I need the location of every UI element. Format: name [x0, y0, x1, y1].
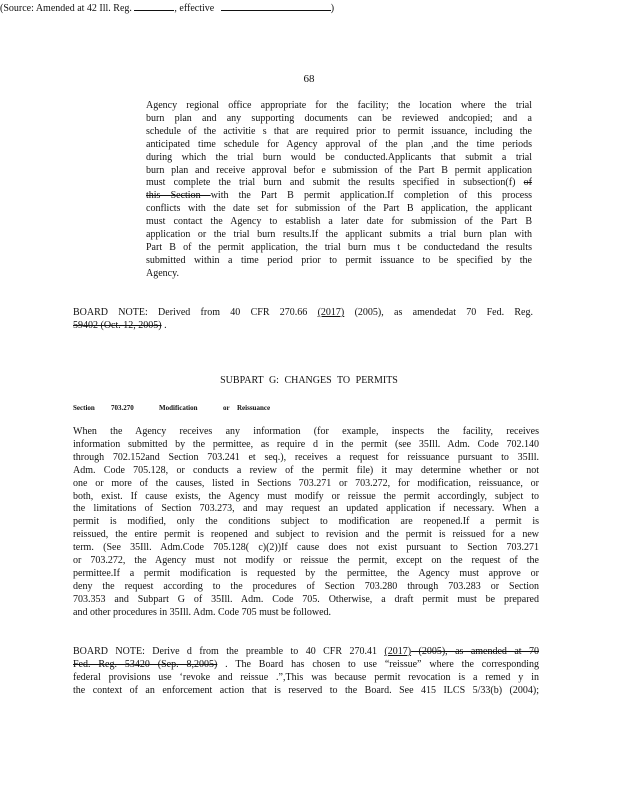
source-prefix: (Source: Amended at 42 Ill. Reg.	[0, 3, 132, 14]
text-line: deny the request according to the procedures of Section 703.280 through 703.283 or Section	[73, 580, 539, 592]
text-segment: BOARD NOTE: Derived from 40 CFR 270.66	[73, 307, 318, 318]
text-line: anticipated time schedule for Agency approval of the plan ,and the time periods	[146, 138, 532, 150]
page-number: 68	[303, 73, 315, 85]
inserted-text: (2017)	[384, 646, 412, 657]
text-line	[73, 320, 533, 333]
text-line: the context of an enforcement action that is reserved to the Board. See 415 ILCS 5/33(b) (2004);	[73, 684, 539, 696]
subpart-heading: SUBPART G: CHANGES TO PERMITS	[220, 375, 398, 386]
register-page-blank	[134, 0, 174, 11]
text-line: permittee.If a permit modification is requested by the permittee, the Agency must approve or	[73, 567, 539, 579]
text-line: must contact the Agency to establish a later date for submission of the Part B	[146, 216, 532, 228]
text-line	[146, 190, 532, 203]
source-line	[0, 0, 618, 14]
text-line: schedule of the activitie s that are required prior to permit issuance, including the	[146, 125, 532, 137]
source-suffix: )	[330, 3, 335, 14]
text-line: Agency regional office appropriate for the facility; the location where the trial	[146, 100, 532, 111]
text-line: both, exist. If cause exists, the Agency must modify or reissue the permit accordingly, subject to	[73, 490, 539, 502]
inserted-text: (2017)	[317, 307, 345, 318]
text-segment: must complete the trial burn and submit the results specified in subsection(f)	[146, 177, 516, 189]
text-segment: BOARD NOTE: Derive d from the preamble to 40 CFR 270.41	[73, 646, 385, 657]
text-line: submitted within a time period prior to permit issuance to be specified by the	[146, 254, 532, 266]
text-line: permit is modified, only the conditions subject to modification are reopened.If a permit is	[73, 516, 539, 528]
board-note-1	[73, 307, 533, 333]
struck-text: 59402 (Oct. 12, 2005)	[73, 319, 162, 331]
text-segment: . The Board has chosen to use “reissue” where the corresponding	[217, 658, 539, 670]
section-title-conjunction: or	[223, 404, 230, 412]
text-line: information submitted by the permittee, as require d in the permit (see 35Ill. Adm. Code 702.140	[73, 438, 539, 450]
board-note-2	[73, 646, 539, 698]
text-line: federal provisions use ‘revoke and reissue .”,This was because permit revocation is a remed y in	[73, 671, 539, 683]
text-line: reissued, the entire permit is reopened and subject to revision and the permit is reissued for a new	[73, 529, 539, 541]
section-number: 703.270	[111, 404, 134, 412]
text-line: the limitations of Section 703.273, and may request an updated application if necessary. When a	[73, 503, 539, 515]
text-line: burn plan and any supporting documents can be reviewed andcopied; and a	[146, 112, 532, 124]
text-line: Part B of the permit application, the trial burn mus t be conductedand the results	[146, 241, 532, 253]
text-line	[73, 659, 539, 672]
text-line	[146, 177, 532, 190]
text-line: 703.353 and Subpart G of 35Ill. Adm. Code 705. Otherwise, a draft permit must be prepared	[73, 593, 539, 605]
text-segment: .	[161, 319, 167, 331]
effective-date-blank	[221, 0, 331, 11]
text-line	[73, 646, 539, 659]
text-line: burn plan and receive approval befor e submission of the Part B permit application	[146, 164, 532, 176]
source-effective: , effective	[174, 3, 215, 14]
text-line: When the Agency receives any information (for example, inspects the facility, receives	[73, 426, 539, 437]
text-line: during which the trial burn would be conducted.Applicants that submit a trial	[146, 151, 532, 163]
text-line: or 703.272, the Agency must not modify or reissue the permit, except on the request of the	[73, 555, 539, 567]
text-line: and other procedures in 35Ill. Adm. Code 705 must be followed.	[73, 606, 332, 618]
text-segment: with the Part B permit application.If completion of this process	[210, 190, 532, 202]
struck-text: this Section	[146, 190, 211, 202]
text-line: Adm. Code 705.128, or conducts a review of the permit file) it may determine whether or not	[73, 464, 539, 476]
struck-text: (2005), as amended at 70	[411, 646, 539, 657]
indented-paragraph	[146, 100, 532, 281]
text-line: through 702.152and Section 703.241 et seq.), receives a request for reissuance pursuant to 35Ill.	[73, 451, 539, 463]
text-segment: (2005), as amendedat 70 Fed. Reg.	[344, 307, 533, 318]
text-line: one or more of the causes, listed in Sections 703.271 or 703.272, for modification, reissuance, or	[73, 477, 539, 489]
text-line: Agency.	[146, 267, 179, 279]
text-line	[73, 307, 533, 320]
text-line: term. (See 35Ill. Adm.Code 705.128( c)(2))If cause does not exist pursuant to Section 703.271	[73, 542, 539, 554]
section-title-part: Modification	[159, 404, 198, 412]
text-line: conflicts with the date set for submission of the Part B application, the applicant	[146, 203, 532, 215]
section-heading	[73, 404, 270, 412]
struck-text: of	[523, 177, 533, 189]
text-line: application or the trial burn results.If the applicant submits a trial burn plan with	[146, 229, 532, 241]
body-paragraph	[73, 426, 539, 620]
section-title-part: Reissuance	[237, 404, 271, 412]
section-label: Section	[73, 404, 95, 412]
struck-text: Fed. Reg. 53420 (Sep. 8,2005)	[73, 658, 218, 670]
